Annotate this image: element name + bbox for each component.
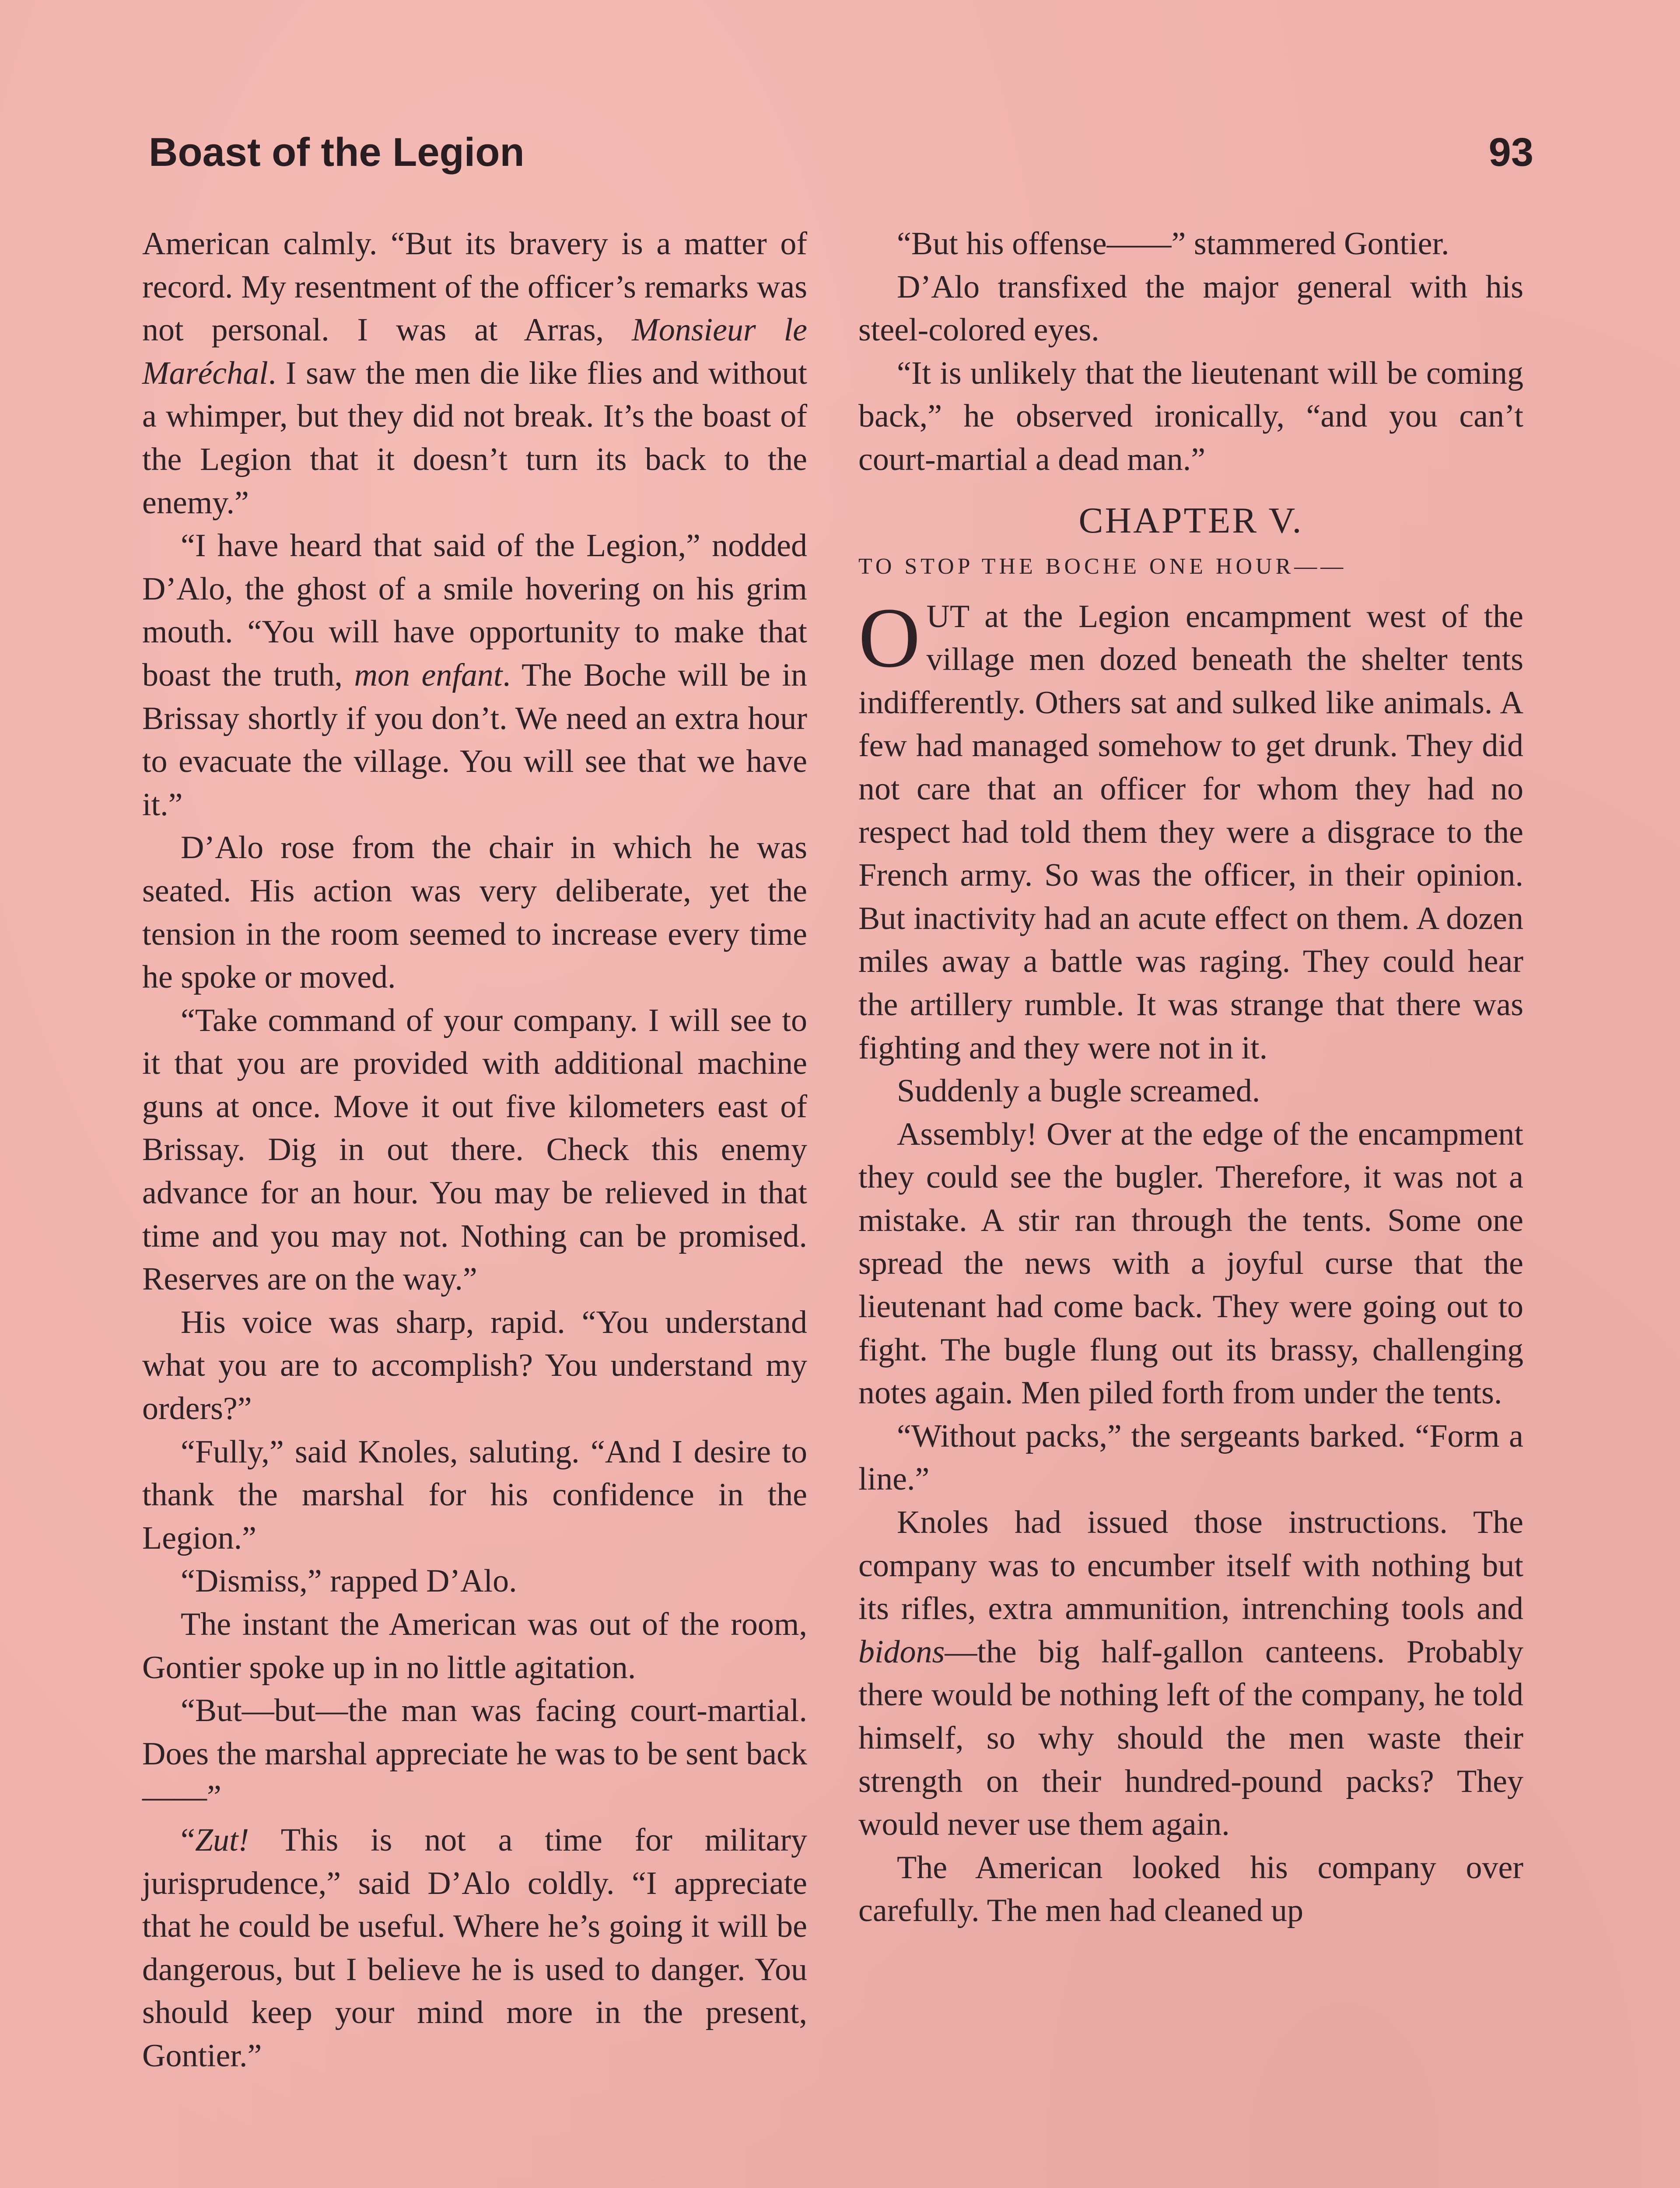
paragraph: Knoles had issued those instructions. The company was to encumber itself with nothing but its rifles, extra ammunition, intrenching tools and bidons—the big half-gallon canteens. Probably there would be nothing left of the company, he told himself, so why should the men waste their strength on their hundred-pound packs? They would never use them again.: [858, 1504, 1523, 1843]
left-column: [142, 222, 807, 2078]
chapter-heading: CHAPTER V.: [1078, 500, 1303, 541]
paragraph: “It is unlikely that the lieutenant will be coming back,” he observed ironically, “and you can’t court-martial a dead man.”: [858, 355, 1523, 477]
paragraph: “I have heard that said of the Legion,” nodded D’Alo, the ghost of a smile hovering on his grim mouth. “You will have opportunity to make that boast the truth, mon enfant. The Boche will be in Brissay shortly if you don’t. We need an extra hour to evacuate the village. You will see that we have it.”: [142, 528, 807, 823]
paragraph: D’Alo transfixed the major general with his steel-colored eyes.: [858, 269, 1523, 348]
paragraph: “Fully,” said Knoles, saluting. “And I desire to thank the marshal for his confidence in the Legion.”: [142, 1434, 807, 1556]
paragraph: “Without packs,” the sergeants barked. “Form a line.”: [858, 1418, 1523, 1497]
paragraph: Assembly! Over at the edge of the encampment they could see the bugler. Therefore, it was not a mistake. A stir ran through the tents. Some one spread the news with a joyful curse that the lieutenant had come back. They were going out to fight. The bugle flung out its brassy, challenging notes again. Men piled forth from under the tents.: [858, 1116, 1523, 1411]
chapter-subheading: TO STOP THE BOCHE ONE HOUR——: [858, 554, 1347, 579]
paragraph: American calmly. “But its bravery is a matter of record. My resentment of the officer’s remarks was not personal. I was at Arras, Monsieur le Maréchal. I saw the men die like flies and without a whimper, but they did not break. It’s the boast of the Legion that it doesn’t turn its back to the enemy.”: [142, 226, 808, 521]
paragraph: The American looked his company over carefully. The men had cleaned up: [858, 1849, 1523, 1929]
running-head: [149, 130, 1533, 191]
paragraph: D’Alo rose from the chair in which he was seated. His action was very deliberate, yet the tension in the room seemed to increase every time he spoke or moved.: [142, 830, 807, 996]
paragraph: “But his offense——” stammered Gontier.: [897, 226, 1449, 262]
page-number: 93: [1488, 130, 1533, 175]
chapter-opening-paragraph: [858, 590, 1523, 1070]
paragraph: Suddenly a bugle screamed.: [897, 1073, 1260, 1109]
paragraph: The instant the American was out of the room, Gontier spoke up in no little agitation.: [142, 1606, 807, 1686]
running-title: Boast of the Legion: [149, 130, 525, 175]
chapter-opening-text: UT at the Legion encampment west of the village men dozed beneath the shelter tents indifferently. Others sat and sulked like animals. A few had managed somehow to get drunk. They did not care that an officer for whom they had no respect had told them they were a disgrace to the French army. So was the officer, in their opinion. But inactivity had an acute effect on them. A dozen miles away a battle was raging. They could hear the artillery rumble. It was strange that there was fighting and they were not in it.: [858, 598, 1523, 1066]
paragraph: “But—but—the man was facing court-martial. Does the marshal appreciate he was to be sent back——”: [142, 1693, 807, 1815]
paragraph: “Zut! This is not a time for military jurisprudence,” said D’Alo coldly. “I appreciate that he could be useful. Where he’s going it will be dangerous, but I believe he is used to danger. You should keep your mind more in the present, Gontier.”: [142, 1822, 807, 2074]
paragraph: “Take command of your company. I will see to it that you are provided with additional machine guns at once. Move it out five kilometers east of Brissay. Dig in out there. Check this enemy advance for an hour. You may be relieved in that time and you may not. Nothing can be promised. Reserves are on the way.”: [142, 1002, 807, 1297]
right-column: [858, 222, 1523, 1932]
paragraph: “Dismiss,” rapped D’Alo.: [181, 1563, 517, 1599]
drop-cap: O: [858, 590, 920, 685]
paragraph: His voice was sharp, rapid. “You understand what you are to accomplish? You understand my orders?”: [142, 1304, 807, 1427]
